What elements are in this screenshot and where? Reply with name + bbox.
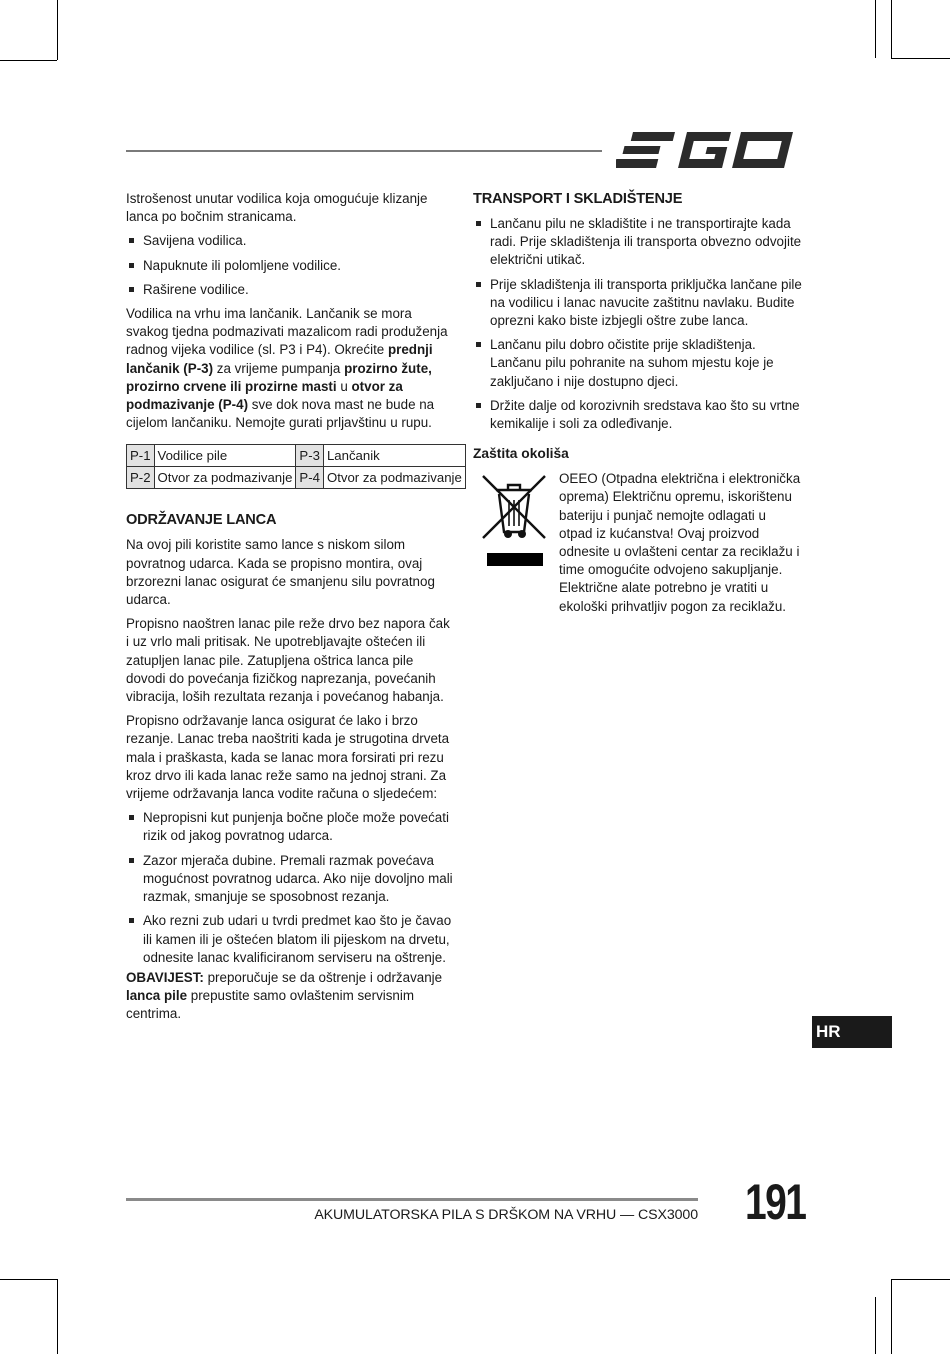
weee-bar [487, 553, 543, 566]
crop-mark-bottom-right-v2 [875, 1297, 876, 1354]
list-item: Napuknute ili polomljene vodilice. [126, 257, 454, 275]
part-name: Vodilice pile [154, 445, 296, 467]
crop-mark-top-right-v [875, 0, 876, 58]
header-rule [126, 150, 602, 152]
language-tab [812, 1016, 892, 1048]
intro-paragraph: Istrošenost unutar vodilica koja omogućuje klizanje lanca po bočnim stranicama. [126, 191, 428, 225]
left-column [126, 190, 462, 1030]
list-item: Ako rezni zub udari u tvrdi predmet kao što je čavao ili kamen ili je oštećen blatom ili pijeskom na drvetu, odnesite lanac kvalificiranom serviseru na oštrenje. [126, 912, 454, 967]
part-code: P-1 [127, 445, 155, 467]
list-item: Nepropisni kut punjenja bočne ploče može povećati rizik od jakog povratnog udarca. [126, 809, 454, 845]
crop-mark-bottom-right-h [891, 1279, 950, 1280]
crop-mark-top-left-v [57, 0, 58, 60]
part-code: P-3 [296, 445, 324, 467]
footer-rule [126, 1198, 698, 1201]
crop-mark-bottom-right-v [891, 1279, 892, 1354]
table-row [127, 467, 466, 489]
crop-mark-bottom-left-h [0, 1279, 57, 1280]
transport-list [473, 215, 803, 433]
list-item: Raširene vodilice. [126, 281, 454, 299]
list-item: Lančanu pilu ne skladištite i ne transportirajte kada radi. Prije skladištenja ili transporta obvezno odvojite električni utikač. [473, 215, 803, 270]
wear-list [126, 232, 454, 299]
part-name: Otvor za podmazivanje [323, 467, 465, 489]
crop-mark-bottom-left-v [57, 1279, 58, 1354]
part-name: Otvor za podmazivanje [154, 467, 296, 489]
environment-paragraph: OEEO (Otpadna električna i elektronička oprema) Električnu opremu, iskorištenu bateriju i punjač nemojte odlagati u otpad iz kućanstva! Ovaj proizvod odnesite u ovlašteni centar za reciklažu i time omogućite odvojeno sakupljanje. Električne alate potrebno je vratiti u ekološki prihvatljiv pogon za reciklažu. [559, 471, 801, 614]
list-item: Savijena vodilica. [126, 232, 454, 250]
notice-label: OBAVIJEST: [126, 969, 204, 985]
weee-section [473, 470, 803, 622]
table-row [127, 445, 466, 467]
footer-title: AKUMULATORSKA PILA S DRŠKOM NA VRHU — CSX3000 [314, 1207, 698, 1223]
transport-heading: TRANSPORT I SKLADIŠTENJE [473, 191, 683, 207]
page-number: 191 [745, 1174, 806, 1230]
parts-table [126, 444, 466, 489]
maintenance-paragraph: Na ovoj pili koristite samo lance s niskom silom povratnog udarca. Kada se propisno montira, ovaj brzorezni lanac osigurat će smanjenu silu povratnog udarca. [126, 537, 435, 608]
crop-mark-top-right-h [891, 58, 950, 59]
ego-logo [616, 128, 800, 172]
list-item: Zazor mjerača dubine. Premali razmak povećava mogućnost povratnog udarca. Ako nije dovoljno mali razmak, smanjuje se sposobnost rezanja. [126, 852, 454, 907]
maintenance-heading: ODRŽAVANJE LANCA [126, 512, 277, 529]
language-label: HR [816, 1022, 841, 1041]
list-item: Prije skladištenja ili transporta priključka lančane pile na vodilicu i lanac navucite zaštitnu navlaku. Budite oprezni kako biste izbjegli oštre zube lanca. [473, 276, 803, 331]
notice-paragraph: OBAVIJEST: preporučuje se da oštrenje i održavanje lanca pile prepustite samo ovlaštenim servisnim centrima. [126, 969, 443, 1022]
environment-heading: Zaštita okoliša [473, 446, 569, 462]
crop-mark-top-right-v2 [891, 0, 892, 58]
weee-icon [473, 470, 559, 622]
lubrication-paragraph: Vodilica na vrhu ima lančanik. Lančanik se mora svakog tjedna podmazivati mazalicom radi produženja radnog vijeka vodilice (sl. P3 i P4). Okrećite prednji lančanik (P-3) za vrijeme pumpanja prozirno žute, prozirno crvene ili prozirne masti u otvor za podmazivanje (P-4) sve dok nova mast ne bude na cijelom lančaniku. Nemojte gurati prljavštinu u rupu. [126, 306, 448, 431]
crop-mark-top-left-h [0, 60, 57, 61]
part-code: P-2 [127, 467, 155, 489]
part-name: Lančanik [323, 445, 465, 467]
right-column [473, 190, 803, 622]
list-item: Lančanu pilu dobro očistite prije skladištenja. Lančanu pilu pohranite na suhom mjestu koje je zaključano i nije dostupno djeci. [473, 336, 803, 391]
maintenance-paragraph: Propisno održavanje lanca osigurat će lako i brzo rezanje. Lanac treba naoštriti kada je strugotina drveta mala i praškasta, kada se lanac mora forsirati pri rezu kroz drvo ili kada lanac reže samo na jednoj strani. Za vrijeme održavanja lanca vodite računa o sljedećem: [126, 713, 450, 802]
maintenance-paragraph: Propisno naoštren lanac pile reže drvo bez napora čak i uz vrlo mali pritisak. Ne upotrebljavajte oštećen ili zatupljen lanac pile. Zatupljena oštrica lanca pile dovodi do povećanja fizičkog naprezanja, povećanih vibracija, loših rezultata rezanja i povećanog habanja. [126, 616, 450, 705]
list-item: Držite dalje od korozivnih sredstava kao što su vrtne kemikalije i soli za odleđivanje. [473, 397, 803, 433]
part-code: P-4 [296, 467, 324, 489]
maintenance-list [126, 809, 454, 967]
